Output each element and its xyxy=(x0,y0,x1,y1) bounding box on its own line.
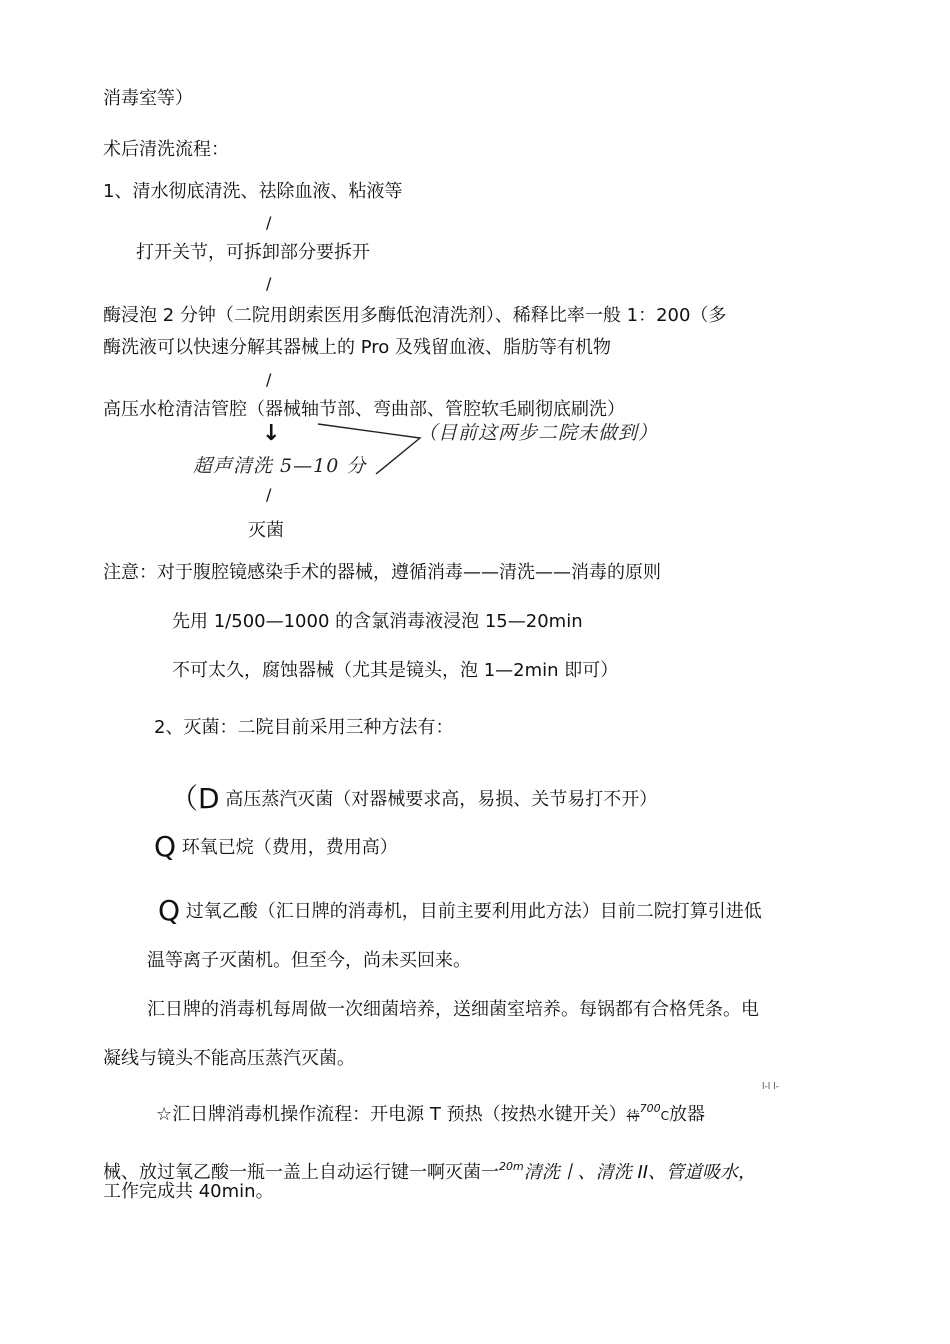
step-4: 高压水枪清洁管腔（器械轴节部、弯曲部、管腔软毛刷彻底刷洗） xyxy=(103,399,625,420)
superscript: 700 xyxy=(639,1102,661,1115)
note-detail: 先用 1/500—1000 的含氯消毒液浸泡 15—20min xyxy=(172,611,583,632)
down-arrow-icon: ↓ xyxy=(262,421,281,446)
text-line: 汇日牌的消毒机每周做一次细菌培养，送细菌室培养。每锅都有合格凭条。电 xyxy=(147,999,759,1020)
flow-separator: / xyxy=(266,370,272,389)
method-text: 高压蒸汽灭菌（对器械要求高，易损、关节易打不开） xyxy=(219,789,658,810)
procedure-end: 工作完成共 40min。 xyxy=(103,1181,274,1202)
procedure-text: 械、放过氧乙酸一瓶一盖上自动运行键一啊灭菌一 xyxy=(103,1162,499,1183)
text-line: 温等离子灭菌机。但至今，尚未买回来。 xyxy=(147,950,471,971)
list-marker: Q xyxy=(154,830,177,863)
step-5: 灭菌 xyxy=(248,520,284,541)
method-text: 过氧乙酸（汇日牌的消毒机，目前主要利用此方法）目前二院打算引进低 xyxy=(180,901,762,922)
procedure-line xyxy=(103,1156,756,1184)
note-detail: 不可太久，腐蚀器械（尤其是镜头，泡 1—2min 即可） xyxy=(172,660,619,681)
text-line: 凝线与镜头不能高压蒸汽灭菌。 xyxy=(103,1048,355,1069)
note-line: 注意：对于腹腔镜感染手术的器械，遵循消毒——清洗——消毒的原则 xyxy=(103,562,661,583)
method-2 xyxy=(154,830,398,863)
section-title: 2、灭菌：二院目前采用三种方法有： xyxy=(154,717,454,738)
flow-separator: / xyxy=(266,274,272,293)
flow-separator: / xyxy=(266,485,272,504)
method-text: 环氧已烷（费用，费用高） xyxy=(176,837,398,858)
step-2: 打开关节，可拆卸部分要拆开 xyxy=(136,242,370,263)
procedure-line xyxy=(156,1098,705,1128)
unit-text: C xyxy=(660,1109,669,1123)
flow-separator: / xyxy=(266,213,272,232)
procedure-text: ☆汇日牌消毒机操作流程：开电源 T 预热（按热水键开关） xyxy=(156,1104,627,1125)
handwritten-note: （目前这两步二院未做到） xyxy=(418,422,659,444)
list-marker: （D xyxy=(170,782,220,815)
procedure-text: 放器 xyxy=(668,1104,705,1125)
step-3-cont: 酶洗液可以快速分解其器械上的 Pro 及残留血液、脂肪等有机物 xyxy=(103,337,611,358)
list-marker: Q xyxy=(158,894,181,927)
method-1 xyxy=(170,782,658,815)
step-1: 1、清水彻底清洗、祛除血液、粘液等 xyxy=(103,181,403,202)
text-line: 消毒室等） xyxy=(103,88,193,109)
tiny-mark: l-l l- xyxy=(762,1082,779,1092)
step-3: 酶浸泡 2 分钟（二院用朗索医用多酶低泡清洗剂）、稀释比率一般 1：200（多 xyxy=(103,305,727,326)
procedure-text: 清洗丨、清洗 II、管道吸水， xyxy=(523,1162,757,1183)
section-title: 术后清洗流程： xyxy=(103,139,229,160)
handwritten-ultrasonic: 超声清洗 5—10 分 xyxy=(193,455,367,477)
method-3 xyxy=(158,894,762,927)
superscript: 20m xyxy=(499,1160,524,1173)
struck-text: 待 xyxy=(626,1109,640,1124)
